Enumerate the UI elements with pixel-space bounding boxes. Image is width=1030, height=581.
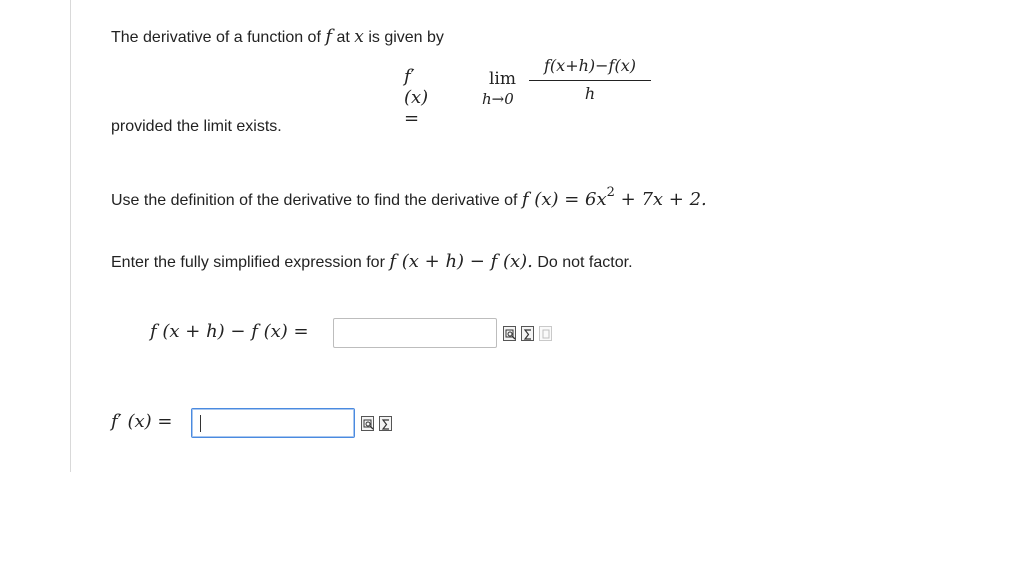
intro-prefix: The derivative of a function of bbox=[111, 29, 321, 46]
lim-operator: lim bbox=[489, 69, 516, 89]
fraction-denominator: h bbox=[584, 84, 596, 103]
prompt-suffix: Do not factor. bbox=[537, 254, 633, 271]
equation-editor-icon[interactable] bbox=[521, 326, 534, 341]
lim-subscript: h→0 bbox=[482, 90, 514, 108]
fraction-numerator: f(x+h)−f(x) bbox=[544, 56, 636, 75]
answer1-label: f (x + h) − f (x) = bbox=[150, 321, 309, 342]
prompt-sentence bbox=[111, 251, 633, 272]
instruction-text: Use the definition of the derivative to find the derivative of bbox=[111, 192, 518, 209]
intro-x: x bbox=[354, 27, 364, 47]
derivative-answer-input[interactable] bbox=[191, 408, 355, 438]
difference-answer-input[interactable] bbox=[333, 318, 497, 348]
equation-editor-icon[interactable] bbox=[379, 416, 392, 431]
provided-text: provided the limit exists. bbox=[111, 118, 282, 135]
preview-icon[interactable] bbox=[361, 416, 374, 431]
prompt-expression: f (x + h) − f (x). bbox=[389, 251, 533, 272]
fraction-bar bbox=[529, 80, 651, 81]
left-divider bbox=[70, 0, 71, 472]
intro-sentence bbox=[111, 26, 444, 47]
function-definition: f $(x) = 6x^2 + 7x + 2$. bbox=[521, 185, 707, 210]
difference-quotient bbox=[529, 56, 651, 103]
prompt-prefix: Enter the fully simplified expression for bbox=[111, 254, 385, 271]
help-icon bbox=[539, 326, 552, 341]
text-caret bbox=[200, 415, 201, 432]
intro-suffix: is given by bbox=[368, 29, 444, 46]
instruction-sentence bbox=[111, 185, 707, 210]
preview-icon[interactable] bbox=[503, 326, 516, 341]
answer2-label: f′ (x) = bbox=[111, 411, 173, 432]
intro-f: f bbox=[325, 26, 333, 47]
intro-at: at bbox=[336, 29, 350, 46]
definition-lhs: f′ (x) = bbox=[404, 66, 429, 129]
